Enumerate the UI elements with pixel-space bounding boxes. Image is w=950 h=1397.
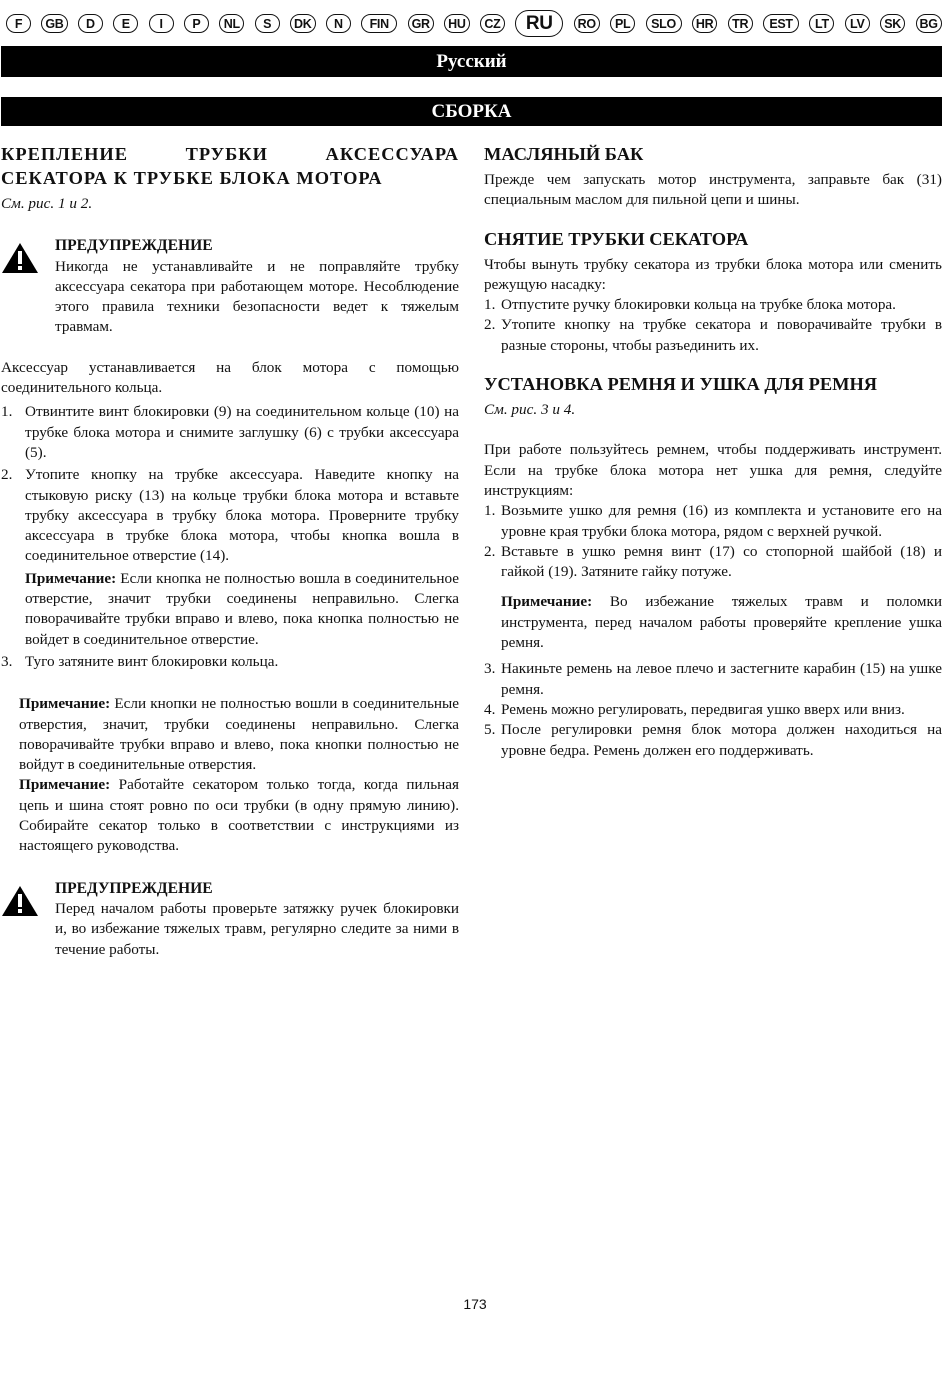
language-tab-gb[interactable]: GB	[41, 14, 67, 33]
language-tab-dk[interactable]: DK	[290, 14, 315, 33]
language-tab-pl[interactable]: PL	[610, 14, 635, 33]
warning-title-2: ПРЕДУПРЕЖДЕНИЕ	[55, 879, 213, 897]
list-item: 5. После регулировки ремня блок мотора должен находиться на уровне бедра. Ремень должен его поддерживать.	[484, 721, 942, 759]
language-title-bar	[1, 46, 942, 77]
list-item: 3. Туго затяните винт блокировки кольца.	[1, 652, 279, 670]
language-tab-n[interactable]: N	[326, 14, 351, 33]
language-tab-nl[interactable]: NL	[219, 14, 244, 33]
language-tab-ro[interactable]: RO	[574, 14, 600, 33]
list-item: 1. Отвинтите винт блокировки (9) на соединительном кольце (10) на трубке блока мотора и снимите заглушку (6) с трубки аксессуара (5).	[1, 403, 459, 461]
list-item: 3. Накиньте ремень на левое плечо и застегните карабин (15) на ушке ремня.	[484, 660, 942, 698]
removal-steps	[484, 295, 942, 356]
attach-heading: КРЕПЛЕНИЕ ТРУБКИ АКСЕССУАРА СЕКАТОРА К ТРУБКЕ БЛОКА МОТОРА	[1, 144, 459, 188]
language-tab-est[interactable]: EST	[763, 14, 799, 33]
attach-steps	[1, 402, 459, 672]
language-title: Русский	[436, 51, 507, 72]
strap-heading: УСТАНОВКА РЕМНЯ И УШКА ДЛЯ РЕМНЯ	[484, 374, 878, 395]
removal-intro: Чтобы вынуть трубку секатора из трубки блока мотора или сменить режущую насадку:	[484, 255, 942, 293]
warning-triangle-icon	[1, 236, 47, 337]
left-column	[1, 142, 459, 960]
language-tab-cz[interactable]: CZ	[480, 14, 505, 33]
list-item: 2. Вставьте в ушко ремня винт (17) со стопорной шайбой (18) и гайкой (19). Затяните гайку потуже.	[484, 542, 942, 581]
language-tab-f[interactable]: F	[6, 14, 31, 33]
language-tab-hu[interactable]: HU	[444, 14, 469, 33]
strap-intro: При работе пользуйтесь ремнем, чтобы поддерживать инструмент. Если на трубке блока мотора нет ушка для ремня, следуйте инструкциям:	[484, 441, 942, 499]
warning-block-1	[1, 236, 459, 337]
list-item: 1. Возьмите ушко для ремня (16) из комплекта и установите его на уровне края трубки блока мотора, рядом с верхней ручкой.	[484, 502, 942, 540]
list-item: 4. Ремень можно регулировать, передвигая ушко вверх или вниз.	[484, 700, 905, 718]
right-column	[484, 142, 942, 761]
language-tab-s[interactable]: S	[255, 14, 280, 33]
see-figure-3-4: См. рис. 3 и 4.	[484, 401, 576, 419]
language-tab-gr[interactable]: GR	[408, 14, 434, 33]
strap-steps-a	[484, 501, 942, 582]
language-tab-ru[interactable]: RU	[515, 10, 563, 37]
warning-text-1: Никогда не устанавливайте и не поправляйте трубку аксессуара секатора при работающем моторе. Несоблюдение этого правила техники безопасности ведет к тяжелым травмам.	[55, 257, 459, 336]
language-tab-sk[interactable]: SK	[880, 14, 905, 33]
note-2: Примечание: Работайте секатором только тогда, когда пильная цепь и шина стоят ровно по оси трубки (в одну прямую линию). Собирайте секатор только в соответствии с инструкциями из настоящего руководства.	[19, 776, 460, 855]
note-1: Примечание: Если кнопки не полностью вошли в соединительные отверстия, значит, трубки соединены неправильно. Слегка поворачивайте трубки вправо и влево, пока кнопки полностью не войдут в соединительные отверстия.	[19, 695, 459, 774]
attach-intro: Аксессуар устанавливается на блок мотора с помощью соединительного кольца.	[1, 358, 459, 397]
language-tab-e[interactable]: E	[113, 14, 138, 33]
strap-steps-b	[484, 659, 942, 760]
oil-text: Прежде чем запускать мотор инструмента, заправьте бак (31) специальным маслом для пильной цепи и шины.	[484, 171, 942, 209]
notes-block	[1, 694, 459, 856]
language-tab-fin[interactable]: FIN	[361, 14, 397, 33]
oil-heading: МАСЛЯНЫЙ БАК	[484, 144, 644, 164]
warning-text-2: Перед началом работы проверьте затяжку ручек блокировки и, во избежание тяжелых травм, регулярно следите за ними в течение работы.	[55, 899, 459, 958]
list-item: 2. Утопите кнопку на трубке аксессуара. Наведите кнопку на стыковую риску (13) на кольце трубки блока мотора и вставьте трубку аксессуара в трубку блока мотора. Проверните трубку аксессуара в трубке блока мотора, чтобы кнопка вошла в соединительное отверстие (14). Примечание: Если кнопка не полностью вошла в соединительное отверстие, значит трубки соединены неправильно. Слегка поворачивайте трубки вправо и влево, пока кнопка полностью не войдет в соединительное отверстие.	[1, 465, 459, 650]
strap-note: Примечание: Во избежание тяжелых травм и поломки инструмента, перед началом работы проверяйте крепление ушка ремня.	[501, 593, 942, 652]
list-item: 1. Отпустите ручку блокировки кольца на трубке блока мотора.	[484, 296, 896, 314]
warning-block-2	[1, 879, 459, 960]
warning-triangle-icon	[1, 879, 47, 960]
warning-title-1: ПРЕДУПРЕЖДЕНИЕ	[55, 237, 213, 255]
removal-heading: СНЯТИЕ ТРУБКИ СЕКАТОРА	[484, 228, 749, 249]
language-tab-bg[interactable]: BG	[916, 14, 942, 33]
language-tab-p[interactable]: P	[184, 14, 209, 33]
see-figure-1-2: См. рис. 1 и 2.	[1, 195, 93, 212]
language-selector	[6, 10, 942, 37]
language-tab-slo[interactable]: SLO	[646, 14, 682, 33]
section-title-bar	[1, 97, 942, 126]
language-tab-i[interactable]: I	[149, 14, 174, 33]
list-item: 2. Утопите кнопку на трубке секатора и поворачивайте трубки в разные стороны, чтобы разъединить их.	[484, 316, 942, 354]
language-tab-tr[interactable]: TR	[728, 14, 753, 33]
language-tab-lt[interactable]: LT	[809, 14, 834, 33]
page-number: 173	[463, 1296, 487, 1312]
language-tab-lv[interactable]: LV	[845, 14, 870, 33]
language-tab-hr[interactable]: HR	[692, 14, 717, 33]
section-title: СБОРКА	[431, 101, 512, 122]
language-tab-d[interactable]: D	[78, 14, 103, 33]
step-note: Примечание: Если кнопка не полностью вошла в соединительное отверстие, значит трубки соединены неправильно. Слегка поворачивайте трубки вправо и влево, пока кнопка полностью не войдет в соединительное отверстие.	[25, 569, 459, 648]
